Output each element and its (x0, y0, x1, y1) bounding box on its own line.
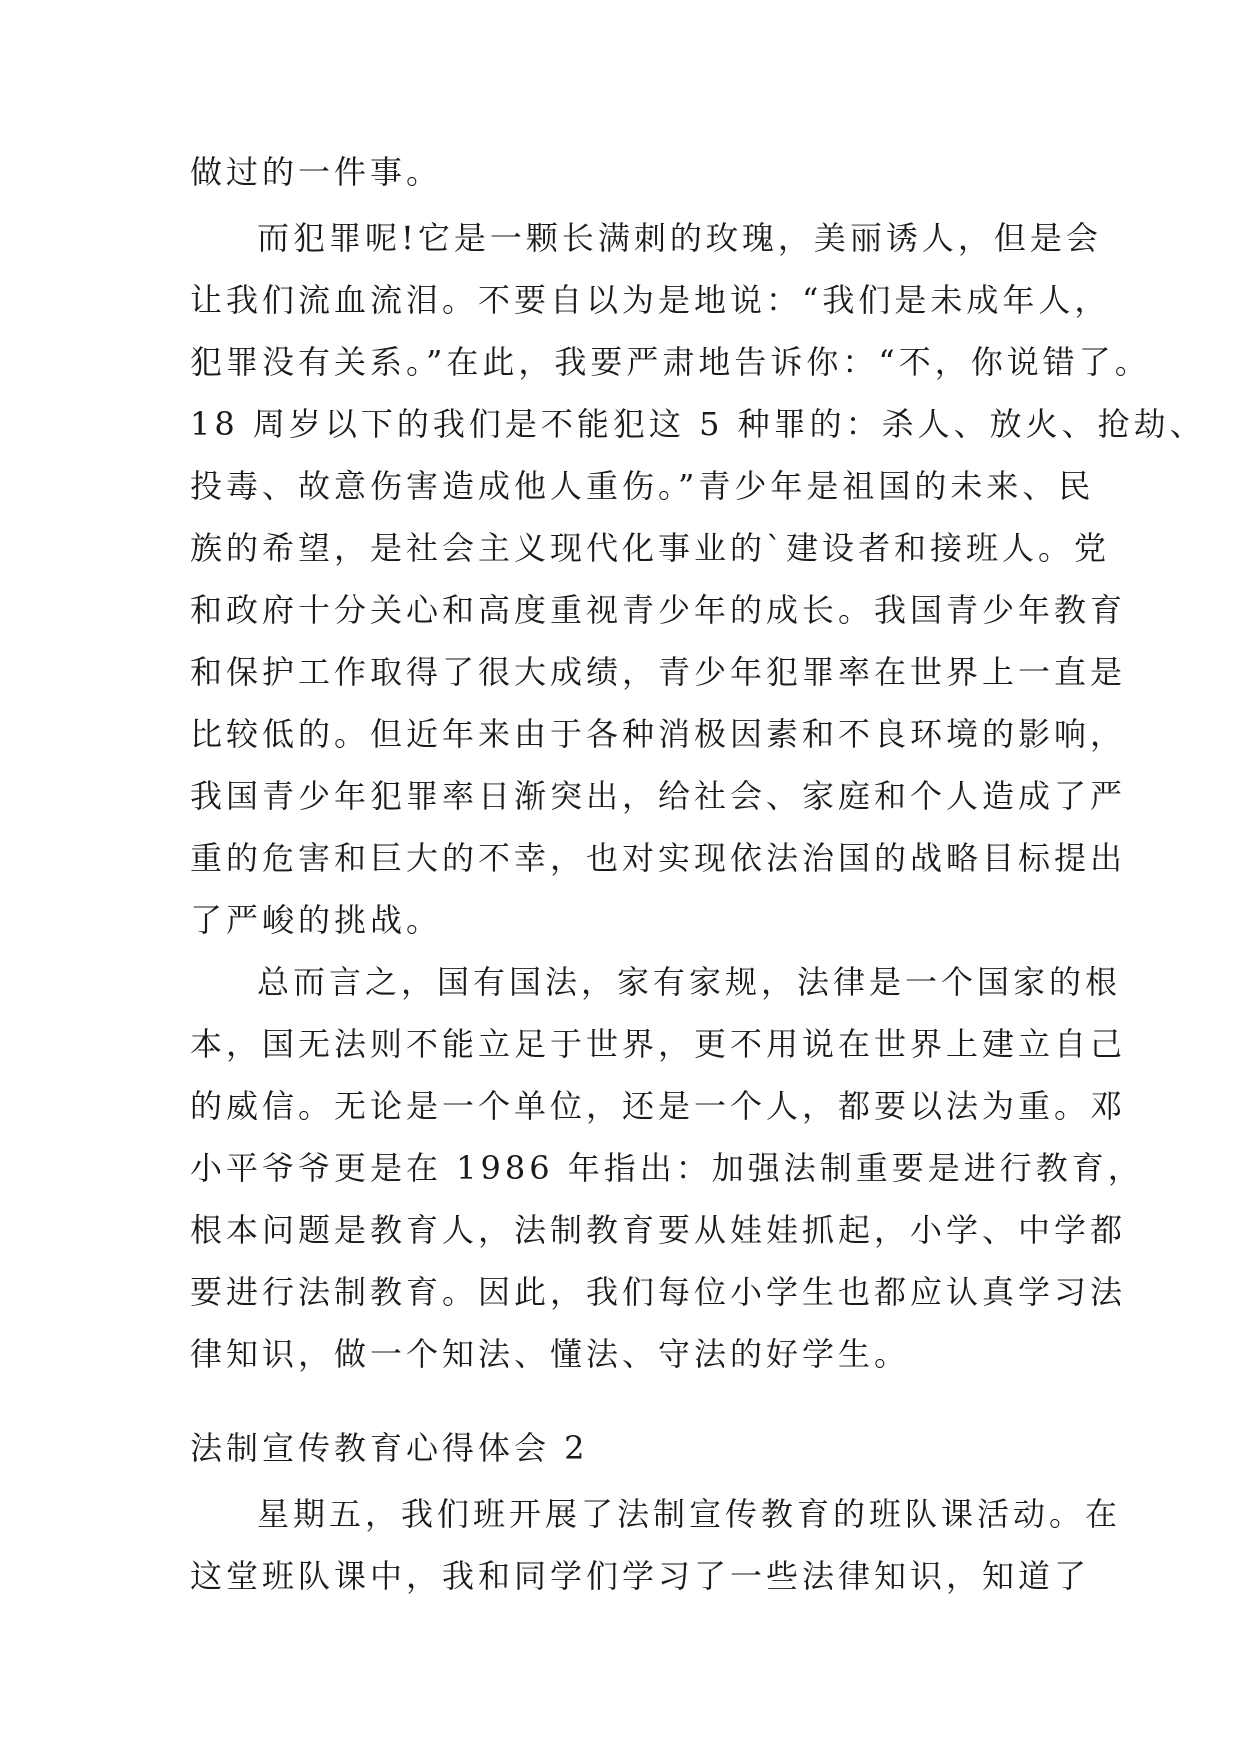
text-line: 本，国无法则不能立足于世界，更不用说在世界上建立自己 (190, 1025, 1127, 1063)
text-line: 让我们流血流泪。不要自以为是地说：“我们是未成年人， (190, 281, 1111, 319)
text-line: 根本问题是教育人，法制教育要从娃娃抓起，小学、中学都 (190, 1211, 1127, 1249)
text-line: 我国青少年犯罪率日渐突出，给社会、家庭和个人造成了严 (190, 777, 1127, 815)
paragraph-start-line: 星期五，我们班开展了法制宣传教育的班队课活动。在 (257, 1495, 1122, 1533)
text-line: 投毒、故意伤害造成他人重伤。”青少年是祖国的未来、民 (190, 467, 1095, 505)
text-line: 族的希望，是社会主义现代化事业的`建设者和接班人。党 (190, 529, 1111, 567)
text-line: 做过的一件事。 (190, 153, 443, 191)
paragraph-start-line: 而犯罪呢!它是一颗长满刺的玫瑰，美丽诱人，但是会 (257, 219, 1102, 257)
text-line: 比较低的。但近年来由于各种消极因素和不良环境的影响， (190, 715, 1127, 753)
text-line: 和政府十分关心和高度重视青少年的成长。我国青少年教育 (190, 591, 1127, 629)
text-line: 和保护工作取得了很大成绩，青少年犯罪率在世界上一直是 (190, 653, 1127, 691)
text-line: 这堂班队课中，我和同学们学习了一些法律知识，知道了 (190, 1557, 1091, 1595)
section-heading: 法制宣传教育心得体会 2 (190, 1429, 589, 1467)
text-line: 了严峻的挑战。 (190, 901, 443, 939)
text-line: 重的危害和巨大的不幸，也对实现依法治国的战略目标提出 (190, 839, 1127, 877)
text-line: 要进行法制教育。因此，我们每位小学生也都应认真学习法 (190, 1273, 1127, 1311)
text-line: 的威信。无论是一个单位，还是一个人，都要以法为重。邓 (190, 1087, 1127, 1125)
paragraph-start-line: 总而言之，国有国法，家有家规，法律是一个国家的根 (257, 963, 1122, 1001)
text-line: 18 周岁以下的我们是不能犯这 5 种罪的：杀人、放火、抢劫、 (190, 405, 1206, 443)
text-line: 犯罪没有关系。”在此，我要严肃地告诉你：“不，你说错了。 (190, 343, 1151, 381)
text-line: 律知识，做一个知法、懂法、守法的好学生。 (190, 1335, 911, 1373)
text-line: 小平爷爷更是在 1986 年指出：加强法制重要是进行教育， (190, 1149, 1144, 1187)
